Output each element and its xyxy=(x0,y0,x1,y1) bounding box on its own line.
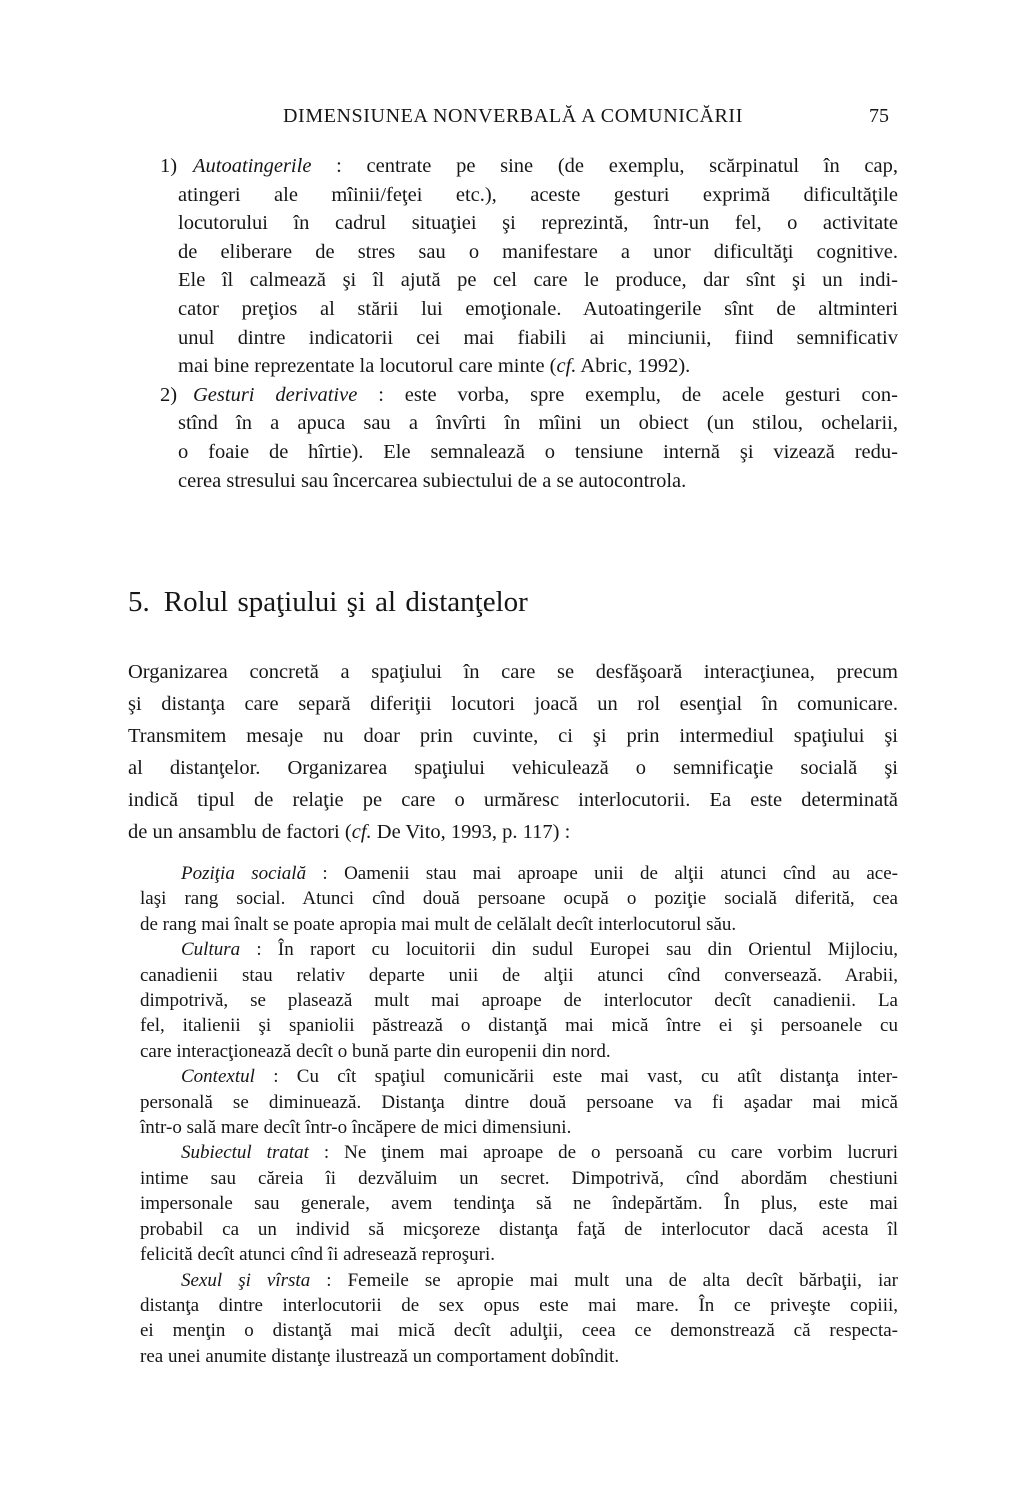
factor-paragraph xyxy=(140,937,898,1064)
section-title: Rolul spaţiului şi al distanţelor xyxy=(163,586,528,618)
italic-text-segment: Cultura xyxy=(181,939,241,961)
text-line xyxy=(178,324,898,353)
text-segment: cerea stresului sau încercarea subiectului de a se autocontrola. xyxy=(178,469,687,492)
list-item-marker: 1) xyxy=(160,155,178,177)
text-line xyxy=(140,1318,898,1343)
text-line xyxy=(140,886,898,911)
text-segment: de un ansamblu de factori ( xyxy=(128,821,352,843)
text-segment: laşi rang social. Atunci cînd două persoane ocupă o poziţie socială diferită, cea xyxy=(140,888,898,910)
intro-paragraph xyxy=(128,656,898,848)
text-line xyxy=(128,720,898,752)
text-segment: al distanţelor. Organizarea spaţiului vehiculează o semnificaţie socială şi xyxy=(128,757,898,779)
text-segment: şi distanţa care separă diferiţii locutori joacă un rol esenţial în comunicare. xyxy=(128,693,898,715)
text-line xyxy=(140,988,898,1013)
text-line xyxy=(128,816,898,848)
text-segment: intime sau căreia îi dezvăluim un secret. Dimpotrivă, cînd abordăm chestiuni xyxy=(140,1167,898,1189)
text-line xyxy=(178,438,898,467)
text-line xyxy=(140,1344,898,1369)
factor-paragraph xyxy=(140,1268,898,1370)
italic-text-segment: cf. xyxy=(556,355,577,378)
text-segment: rea unei anumite distanţe ilustrează un comportament dobîndit. xyxy=(140,1345,620,1367)
text-segment: stînd în a apuca sau a învîrti în mîini un obiect (un stilou, ochelarii, xyxy=(178,412,898,435)
text-segment: locutorului în cadrul situaţiei şi reprezintă, într-un fel, o activitate xyxy=(178,212,898,235)
text-segment: ei menţin o distanţă mai mică decît adulţii, ceea ce demonstrează că respecta- xyxy=(140,1320,898,1342)
list-item xyxy=(128,152,898,381)
text-segment: De Vito, 1993, p. 117) : xyxy=(371,821,571,843)
text-segment: Transmitem mesaje nu doar prin cuvinte, ci şi prin intermediul spaţiului şi xyxy=(128,725,898,747)
text-segment: fel, italienii şi spaniolii păstrează o distanţă mai mică între ei şi persoanele cu xyxy=(140,1015,898,1037)
text-line xyxy=(140,1115,898,1140)
text-segment: : Cu cît spaţiul comunicării este mai vast, cu atît distanţa inter- xyxy=(254,1066,898,1088)
text-segment: Ele îl calmează şi îl ajută pe cel care le produce, dar sînt şi un indi- xyxy=(178,269,898,292)
text-line xyxy=(140,1268,898,1293)
text-line xyxy=(140,1191,898,1216)
italic-text-segment: Autoatingerile xyxy=(193,155,312,177)
text-segment: probabil ca un individ să micşoreze distanţa faţă de interlocutor dacă acesta îl xyxy=(140,1218,898,1240)
text-line xyxy=(160,381,898,410)
text-segment: personală se diminuează. Distanţa dintre două persoane va fi aşadar mai mică xyxy=(140,1091,898,1113)
text-segment: atingeri ale mîinii/feţei etc.), aceste gesturi exprimă dificultăţile xyxy=(178,183,898,206)
italic-text-segment: Sexul şi vîrsta xyxy=(181,1269,311,1291)
text-segment: distanţa dintre interlocutorii de sex opus este mai mare. În ce priveşte copiii, xyxy=(140,1294,898,1316)
text-line xyxy=(140,1039,898,1064)
text-line xyxy=(178,238,898,267)
factor-paragraphs xyxy=(140,861,898,1369)
text-segment: : centrate pe sine (de exemplu, scărpinatul în cap, xyxy=(311,155,898,177)
text-segment: dimpotrivă, se plasează mult mai aproape de interlocutor decît canadienii. La xyxy=(140,990,898,1012)
text-line xyxy=(128,656,898,688)
text-segment: impersonale sau generale, avem tendinţa să ne îndepărtăm. În plus, este mai xyxy=(140,1193,898,1215)
text-line xyxy=(178,209,898,238)
page-number: 75 xyxy=(869,105,889,127)
text-line xyxy=(140,1166,898,1191)
text-segment: într-o sală mare decît într-o încăpere de mici dimensiuni. xyxy=(140,1117,572,1139)
section-number: 5. xyxy=(128,586,150,618)
text-line xyxy=(178,295,898,324)
text-line xyxy=(140,1242,898,1267)
italic-text-segment: Contextul xyxy=(181,1066,255,1088)
text-segment: de eliberare de stres sau o manifestare a unor dificultăţi cognitive. xyxy=(178,240,898,263)
italic-text-segment: Subiectul tratat xyxy=(181,1142,309,1164)
running-header xyxy=(128,105,898,129)
text-line xyxy=(178,181,898,210)
text-line xyxy=(178,266,898,295)
text-line xyxy=(140,1090,898,1115)
text-segment: unul dintre indicatorii cei mai fiabili ai minciunii, fiind semnificativ xyxy=(178,326,898,349)
text-segment: canadienii stau relativ departe unii de alţii atunci cînd conversează. Arabii, xyxy=(140,964,898,986)
text-line xyxy=(178,352,898,381)
text-line xyxy=(140,1140,898,1165)
text-segment: : Oamenii stau mai aproape unii de alţii atunci cînd au ace- xyxy=(306,863,898,884)
text-segment: : Femeile se apropie mai mult una de alta decît bărbaţii, iar xyxy=(310,1269,899,1291)
text-line xyxy=(160,152,898,181)
text-line xyxy=(140,1217,898,1242)
factor-paragraph xyxy=(140,1064,898,1140)
text-segment: mai bine reprezentate la locutorul care minte ( xyxy=(178,355,557,378)
italic-text-segment: Poziţia socială xyxy=(181,863,307,884)
text-segment: : Ne ţinem mai aproape de o persoană cu care vorbim lucruri xyxy=(308,1142,898,1164)
text-segment: o foaie de hîrtie). Ele semnalează o tensiune internă şi vizează redu- xyxy=(178,440,898,463)
text-line xyxy=(140,912,898,937)
text-segment: : este vorba, spre exemplu, de acele gesturi con- xyxy=(357,383,898,406)
text-segment: Abric, 1992). xyxy=(576,355,691,378)
italic-text-segment: Gesturi derivative xyxy=(193,383,358,406)
text-segment: de rang mai înalt se poate apropia mai mult de celălalt decît interlocutorul său. xyxy=(140,913,737,935)
text-line xyxy=(140,1013,898,1038)
text-line xyxy=(178,409,898,438)
text-line xyxy=(140,937,898,962)
factor-paragraph xyxy=(140,861,898,937)
text-line xyxy=(140,1293,898,1318)
text-segment: cator preţios al stării lui emoţionale. Autoatingerile sînt de altminteri xyxy=(178,297,898,320)
list-item-marker: 2) xyxy=(160,383,178,406)
text-line xyxy=(128,784,898,816)
text-line xyxy=(178,467,898,496)
text-segment: care interacţionează decît o bună parte din europenii din nord. xyxy=(140,1040,611,1062)
numbered-list xyxy=(128,152,898,495)
section-heading xyxy=(128,586,528,618)
running-header-title: DIMENSIUNEA NONVERBALĂ A COMUNICĂRII xyxy=(283,105,743,127)
text-segment: indică tipul de relaţie pe care o urmăresc interlocutorii. Ea este determinată xyxy=(128,789,898,811)
list-item xyxy=(128,381,898,495)
text-segment: Organizarea concretă a spaţiului în care se desfăşoară interacţiunea, precum xyxy=(128,661,898,683)
text-segment: felicită decît atunci cînd îi adresează reproşuri. xyxy=(140,1244,496,1266)
text-segment: : În raport cu locuitorii din sudul Europei sau din Orientul Mijlociu, xyxy=(240,939,898,961)
text-line xyxy=(140,1064,898,1089)
italic-text-segment: cf. xyxy=(351,821,372,843)
text-line xyxy=(140,861,898,886)
text-line xyxy=(140,963,898,988)
text-line xyxy=(128,688,898,720)
text-line xyxy=(128,752,898,784)
factor-paragraph xyxy=(140,1140,898,1267)
